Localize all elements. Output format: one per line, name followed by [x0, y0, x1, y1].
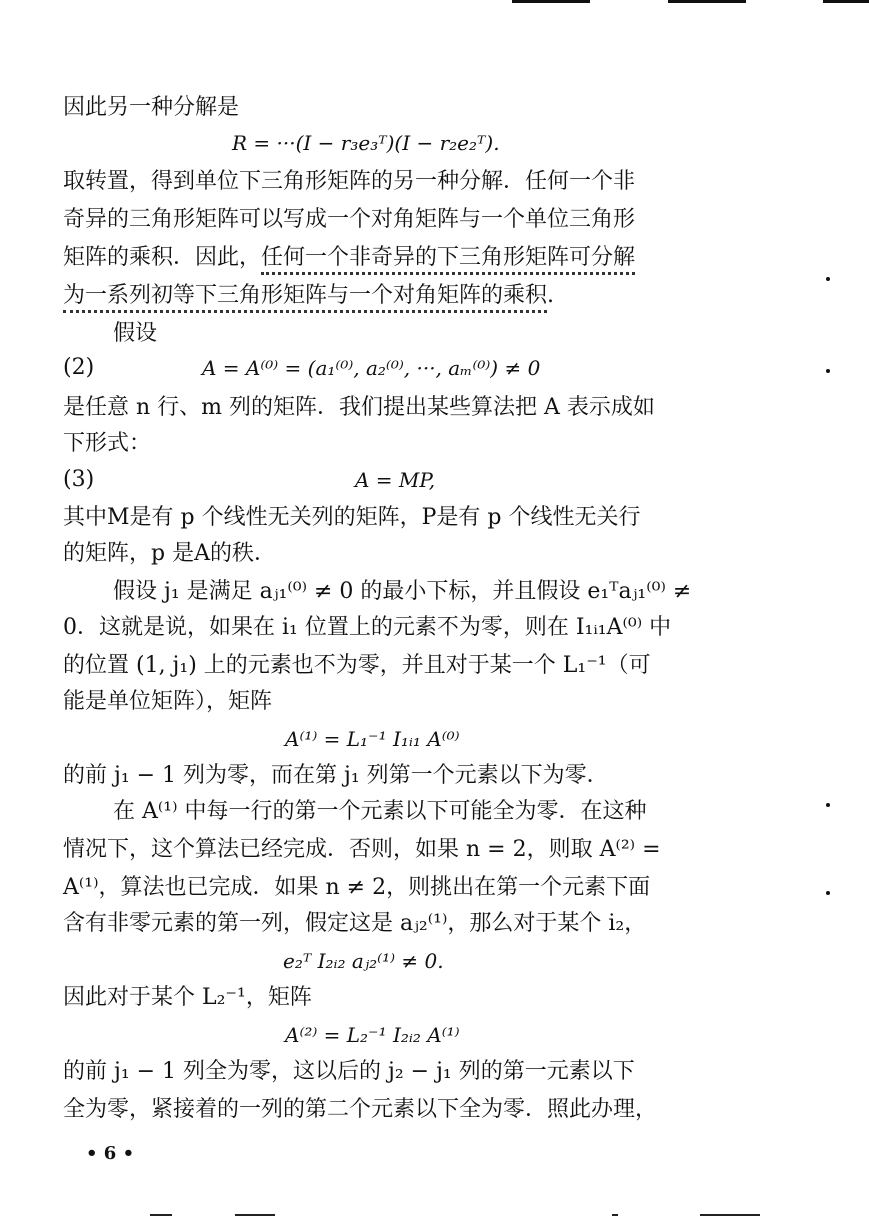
text-line-16: 在 A⁽¹⁾ 中每一行的第一个元素以下可能全为零．在这种	[113, 799, 647, 824]
scan-edge-bar-1	[512, 0, 590, 3]
equation-a2: A⁽²⁾ = L₂⁻¹ I₂ᵢ₂ A⁽¹⁾	[285, 1023, 460, 1047]
equation-a1: A⁽¹⁾ = L₁⁻¹ I₁ᵢ₁ A⁽⁰⁾	[285, 727, 460, 751]
equation-3: A = MP,	[355, 468, 436, 492]
scan-noise-2	[235, 1214, 275, 1216]
equation-number-2: (2)	[63, 355, 95, 380]
text-line-5b: .	[547, 283, 555, 308]
text-line-1: 因此另一种分解是	[63, 95, 240, 120]
text-line-17: 情况下，这个算法已经完成．否则，如果 n = 2，则取 A⁽²⁾ =	[63, 837, 661, 862]
scan-noise-3	[612, 1214, 618, 1216]
text-line-13: 的位置 (1, j₁) 上的元素也不为零，并且对于某一个 L₁⁻¹（可	[63, 653, 651, 678]
scan-edge-bar-2	[668, 0, 746, 3]
text-line-9: 其中M是有 p 个线性无关列的矩阵，P是有 p 个线性无关行	[63, 505, 641, 530]
text-line-7: 是任意 n 行、m 列的矩阵．我们提出某些算法把 A 表示成如	[63, 395, 655, 420]
text-line-18: A⁽¹⁾，算法也已完成．如果 n ≠ 2，则挑出在第一个元素下面	[63, 875, 651, 900]
text-line-22: 全为零，紧接着的一列的第二个元素以下全为零．照此办理，	[63, 1097, 658, 1122]
text-line-20: 因此对于某个 L₂⁻¹，矩阵	[63, 985, 312, 1010]
margin-dot-1	[826, 277, 830, 281]
scan-noise-1	[150, 1214, 172, 1216]
text-line-2: 取转置，得到单位下三角形矩阵的另一种分解．任何一个非	[63, 169, 636, 194]
text-line-10: 的矩阵，p 是A的秩．	[63, 541, 276, 566]
margin-dot-4	[826, 891, 830, 895]
text-line-19: 含有非零元素的第一列，假定这是 aⱼ₂⁽¹⁾，那么对于某个 i₂，	[63, 911, 647, 936]
text-line-3: 奇异的三角形矩阵可以写成一个对角矩阵与一个单位三角形	[63, 207, 636, 232]
text-line-8: 下形式：	[63, 431, 152, 456]
equation-r: R = ···(I − r₃e₃ᵀ)(I − r₂e₂ᵀ).	[232, 131, 500, 155]
scan-edge-bar-3	[823, 0, 869, 3]
text-line-5	[63, 280, 554, 312]
equation-e2: e₂ᵀ I₂ᵢ₂ aⱼ₂⁽¹⁾ ≠ 0.	[283, 949, 444, 973]
text-line-14: 能是单位矩阵），矩阵	[63, 689, 273, 714]
text-line-4	[63, 242, 635, 274]
scan-noise-4	[700, 1214, 760, 1216]
margin-dot-2	[826, 369, 830, 373]
text-line-15: 的前 j₁ − 1 列为零，而在第 j₁ 列第一个元素以下为零．	[63, 763, 609, 788]
text-line-6: 假设	[113, 321, 158, 346]
text-line-11: 假设 j₁ 是满足 aⱼ₁⁽⁰⁾ ≠ 0 的最小下标，并且假设 e₁ᵀaⱼ₁⁽⁰⁾ ≠	[113, 579, 692, 604]
margin-dot-3	[826, 803, 830, 807]
text-line-12: 0．这就是说，如果在 i₁ 位置上的元素不为零，则在 I₁ᵢ₁A⁽⁰⁾ 中	[63, 615, 672, 640]
equation-2: A = A⁽⁰⁾ = (a₁⁽⁰⁾, a₂⁽⁰⁾, ···, aₘ⁽⁰⁾) ≠ 0	[202, 356, 541, 380]
text-line-21: 的前 j₁ − 1 列全为零，这以后的 j₂ − j₁ 列的第一元素以下	[63, 1059, 635, 1084]
page-number: • 6 •	[86, 1143, 135, 1164]
equation-number-3: (3)	[63, 467, 95, 492]
emphasized-text-1: 任何一个非奇异的下三角形矩阵可分解	[261, 245, 635, 275]
text-line-4a: 矩阵的乘积．因此，	[63, 245, 262, 270]
emphasized-text-2: 为一系列初等下三角形矩阵与一个对角矩阵的乘积	[63, 283, 547, 313]
